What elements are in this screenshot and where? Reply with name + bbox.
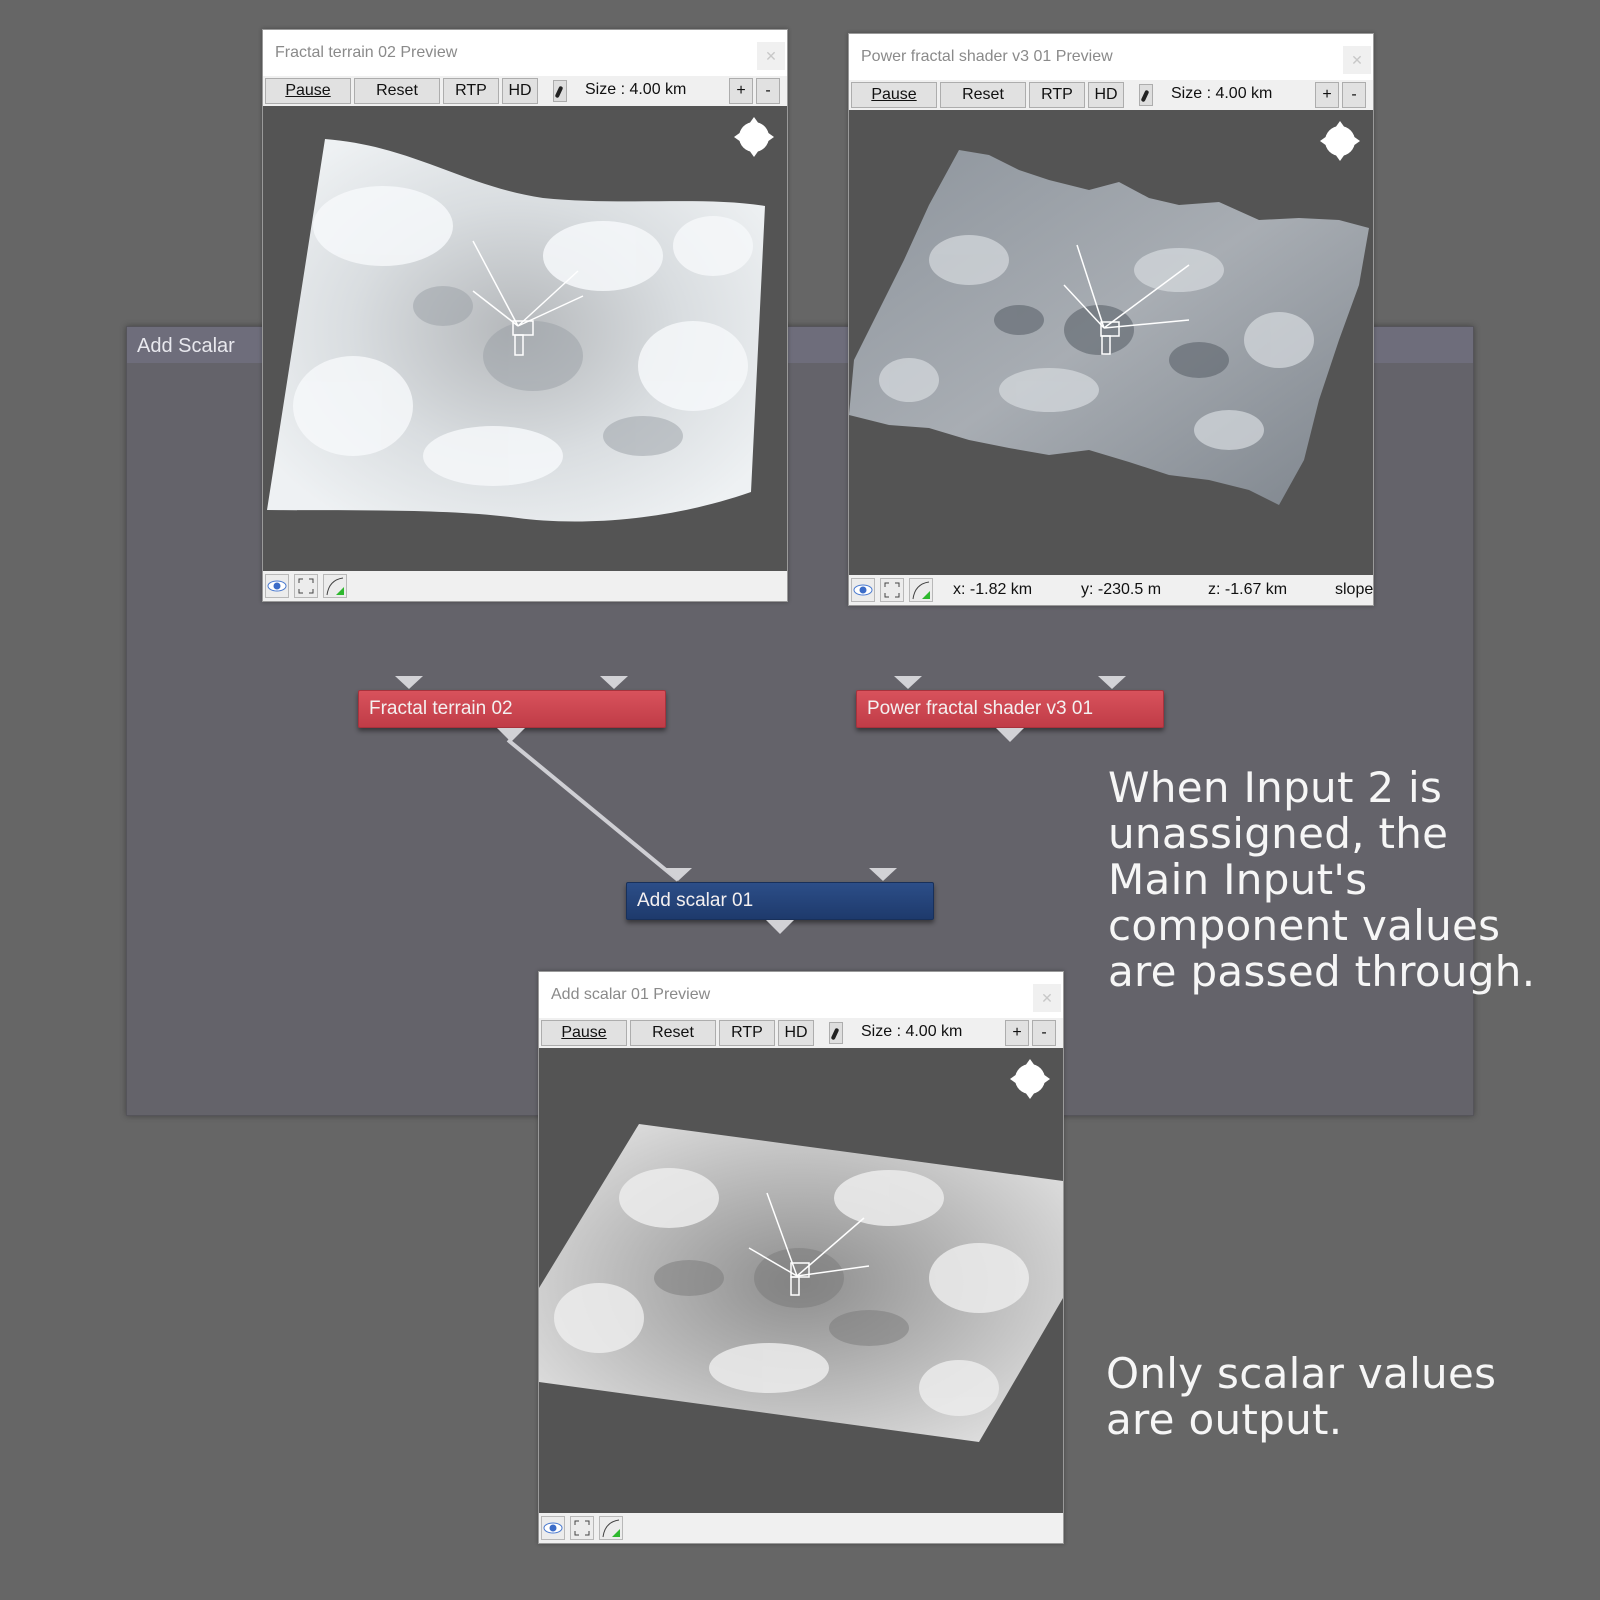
node-power-fractal-shader[interactable] <box>856 690 1164 728</box>
preview-window-power-fractal <box>848 33 1374 606</box>
preview-viewport[interactable] <box>263 106 787 571</box>
window-titlebar[interactable] <box>539 972 1063 1018</box>
preview-toolbar <box>539 1018 1063 1048</box>
note-line: are passed through. <box>1108 947 1536 996</box>
window-title: Power fractal shader v3 01 Preview <box>861 48 1113 65</box>
brush-icon[interactable] <box>829 1022 843 1044</box>
zoom-in-button[interactable]: + <box>1315 82 1339 108</box>
reset-button[interactable]: Reset <box>354 78 440 104</box>
node-label: Fractal terrain 02 <box>369 698 513 719</box>
note-output <box>1106 1351 1496 1443</box>
rtp-button[interactable]: RTP <box>719 1020 775 1046</box>
node-label: Add scalar 01 <box>637 890 754 911</box>
status-y: y: -230.5 m <box>1081 581 1162 598</box>
curve-icon[interactable] <box>323 574 347 598</box>
size-label: Size : 4.00 km <box>861 1023 963 1040</box>
note-input-2 <box>1108 765 1535 995</box>
brush-icon[interactable] <box>1139 84 1153 106</box>
frame-icon[interactable] <box>570 1516 594 1540</box>
eye-icon[interactable] <box>265 574 289 598</box>
input-port-2[interactable] <box>1098 676 1126 689</box>
node-fractal-terrain[interactable] <box>358 690 666 728</box>
pause-button[interactable]: Pause <box>851 82 937 108</box>
hd-button[interactable]: HD <box>1088 82 1124 108</box>
hd-button[interactable]: HD <box>502 78 538 104</box>
pause-button[interactable]: Pause <box>541 1020 627 1046</box>
group-title: Add Scalar <box>137 335 235 357</box>
status-slope: slope <box>1335 581 1373 598</box>
note-line: Main Input's <box>1108 855 1368 904</box>
preview-statusbar <box>539 1513 1063 1543</box>
input-port-2[interactable] <box>600 676 628 689</box>
rtp-button[interactable]: RTP <box>443 78 499 104</box>
brush-icon[interactable] <box>553 80 567 102</box>
navigation-icon[interactable] <box>1009 1058 1051 1100</box>
zoom-out-button[interactable]: - <box>1342 82 1366 108</box>
preview-viewport[interactable] <box>539 1048 1063 1513</box>
size-label: Size : 4.00 km <box>1171 85 1273 102</box>
rtp-button[interactable]: RTP <box>1029 82 1085 108</box>
note-line: unassigned, the <box>1108 809 1449 858</box>
curve-icon[interactable] <box>909 578 933 602</box>
preview-viewport[interactable] <box>849 110 1373 575</box>
zoom-in-button[interactable]: + <box>1005 1020 1029 1046</box>
reset-button[interactable]: Reset <box>940 82 1026 108</box>
note-line: When Input 2 is <box>1108 763 1443 812</box>
preview-statusbar <box>263 571 787 601</box>
output-port[interactable] <box>996 728 1024 742</box>
node-label: Power fractal shader v3 01 <box>867 698 1094 719</box>
note-line: Only scalar values <box>1106 1349 1497 1398</box>
preview-toolbar <box>263 76 787 106</box>
close-icon[interactable]: ✕ <box>1343 46 1371 74</box>
input-port-main[interactable] <box>664 868 692 881</box>
close-icon[interactable]: ✕ <box>757 42 785 70</box>
input-port-main[interactable] <box>894 676 922 689</box>
navigation-icon[interactable] <box>1319 120 1361 162</box>
zoom-out-button[interactable]: - <box>756 78 780 104</box>
output-port[interactable] <box>497 728 525 742</box>
input-port-2[interactable] <box>869 868 897 881</box>
note-line: component values <box>1108 901 1501 950</box>
output-port[interactable] <box>766 920 794 934</box>
frame-icon[interactable] <box>880 578 904 602</box>
preview-toolbar <box>849 80 1373 110</box>
window-title: Fractal terrain 02 Preview <box>275 44 458 61</box>
hd-button[interactable]: HD <box>778 1020 814 1046</box>
terrain-render <box>849 110 1373 573</box>
size-label: Size : 4.00 km <box>585 81 687 98</box>
input-port-main[interactable] <box>395 676 423 689</box>
window-titlebar[interactable] <box>849 34 1373 80</box>
node-add-scalar[interactable] <box>626 882 934 920</box>
terrain-render <box>539 1048 1063 1511</box>
eye-icon[interactable] <box>851 578 875 602</box>
status-x: x: -1.82 km <box>953 581 1033 598</box>
status-z: z: -1.67 km <box>1208 581 1288 598</box>
eye-icon[interactable] <box>541 1516 565 1540</box>
window-titlebar[interactable] <box>263 30 787 76</box>
zoom-out-button[interactable]: - <box>1032 1020 1056 1046</box>
close-icon[interactable]: ✕ <box>1033 984 1061 1012</box>
navigation-icon[interactable] <box>733 116 775 158</box>
preview-window-fractal-terrain <box>262 29 788 602</box>
reset-button[interactable]: Reset <box>630 1020 716 1046</box>
preview-window-add-scalar <box>538 971 1064 1544</box>
zoom-in-button[interactable]: + <box>729 78 753 104</box>
note-line: are output. <box>1106 1395 1343 1444</box>
preview-statusbar <box>849 575 1373 605</box>
terrain-render <box>263 106 787 569</box>
pause-button[interactable]: Pause <box>265 78 351 104</box>
curve-icon[interactable] <box>599 1516 623 1540</box>
frame-icon[interactable] <box>294 574 318 598</box>
window-title: Add scalar 01 Preview <box>551 986 711 1003</box>
